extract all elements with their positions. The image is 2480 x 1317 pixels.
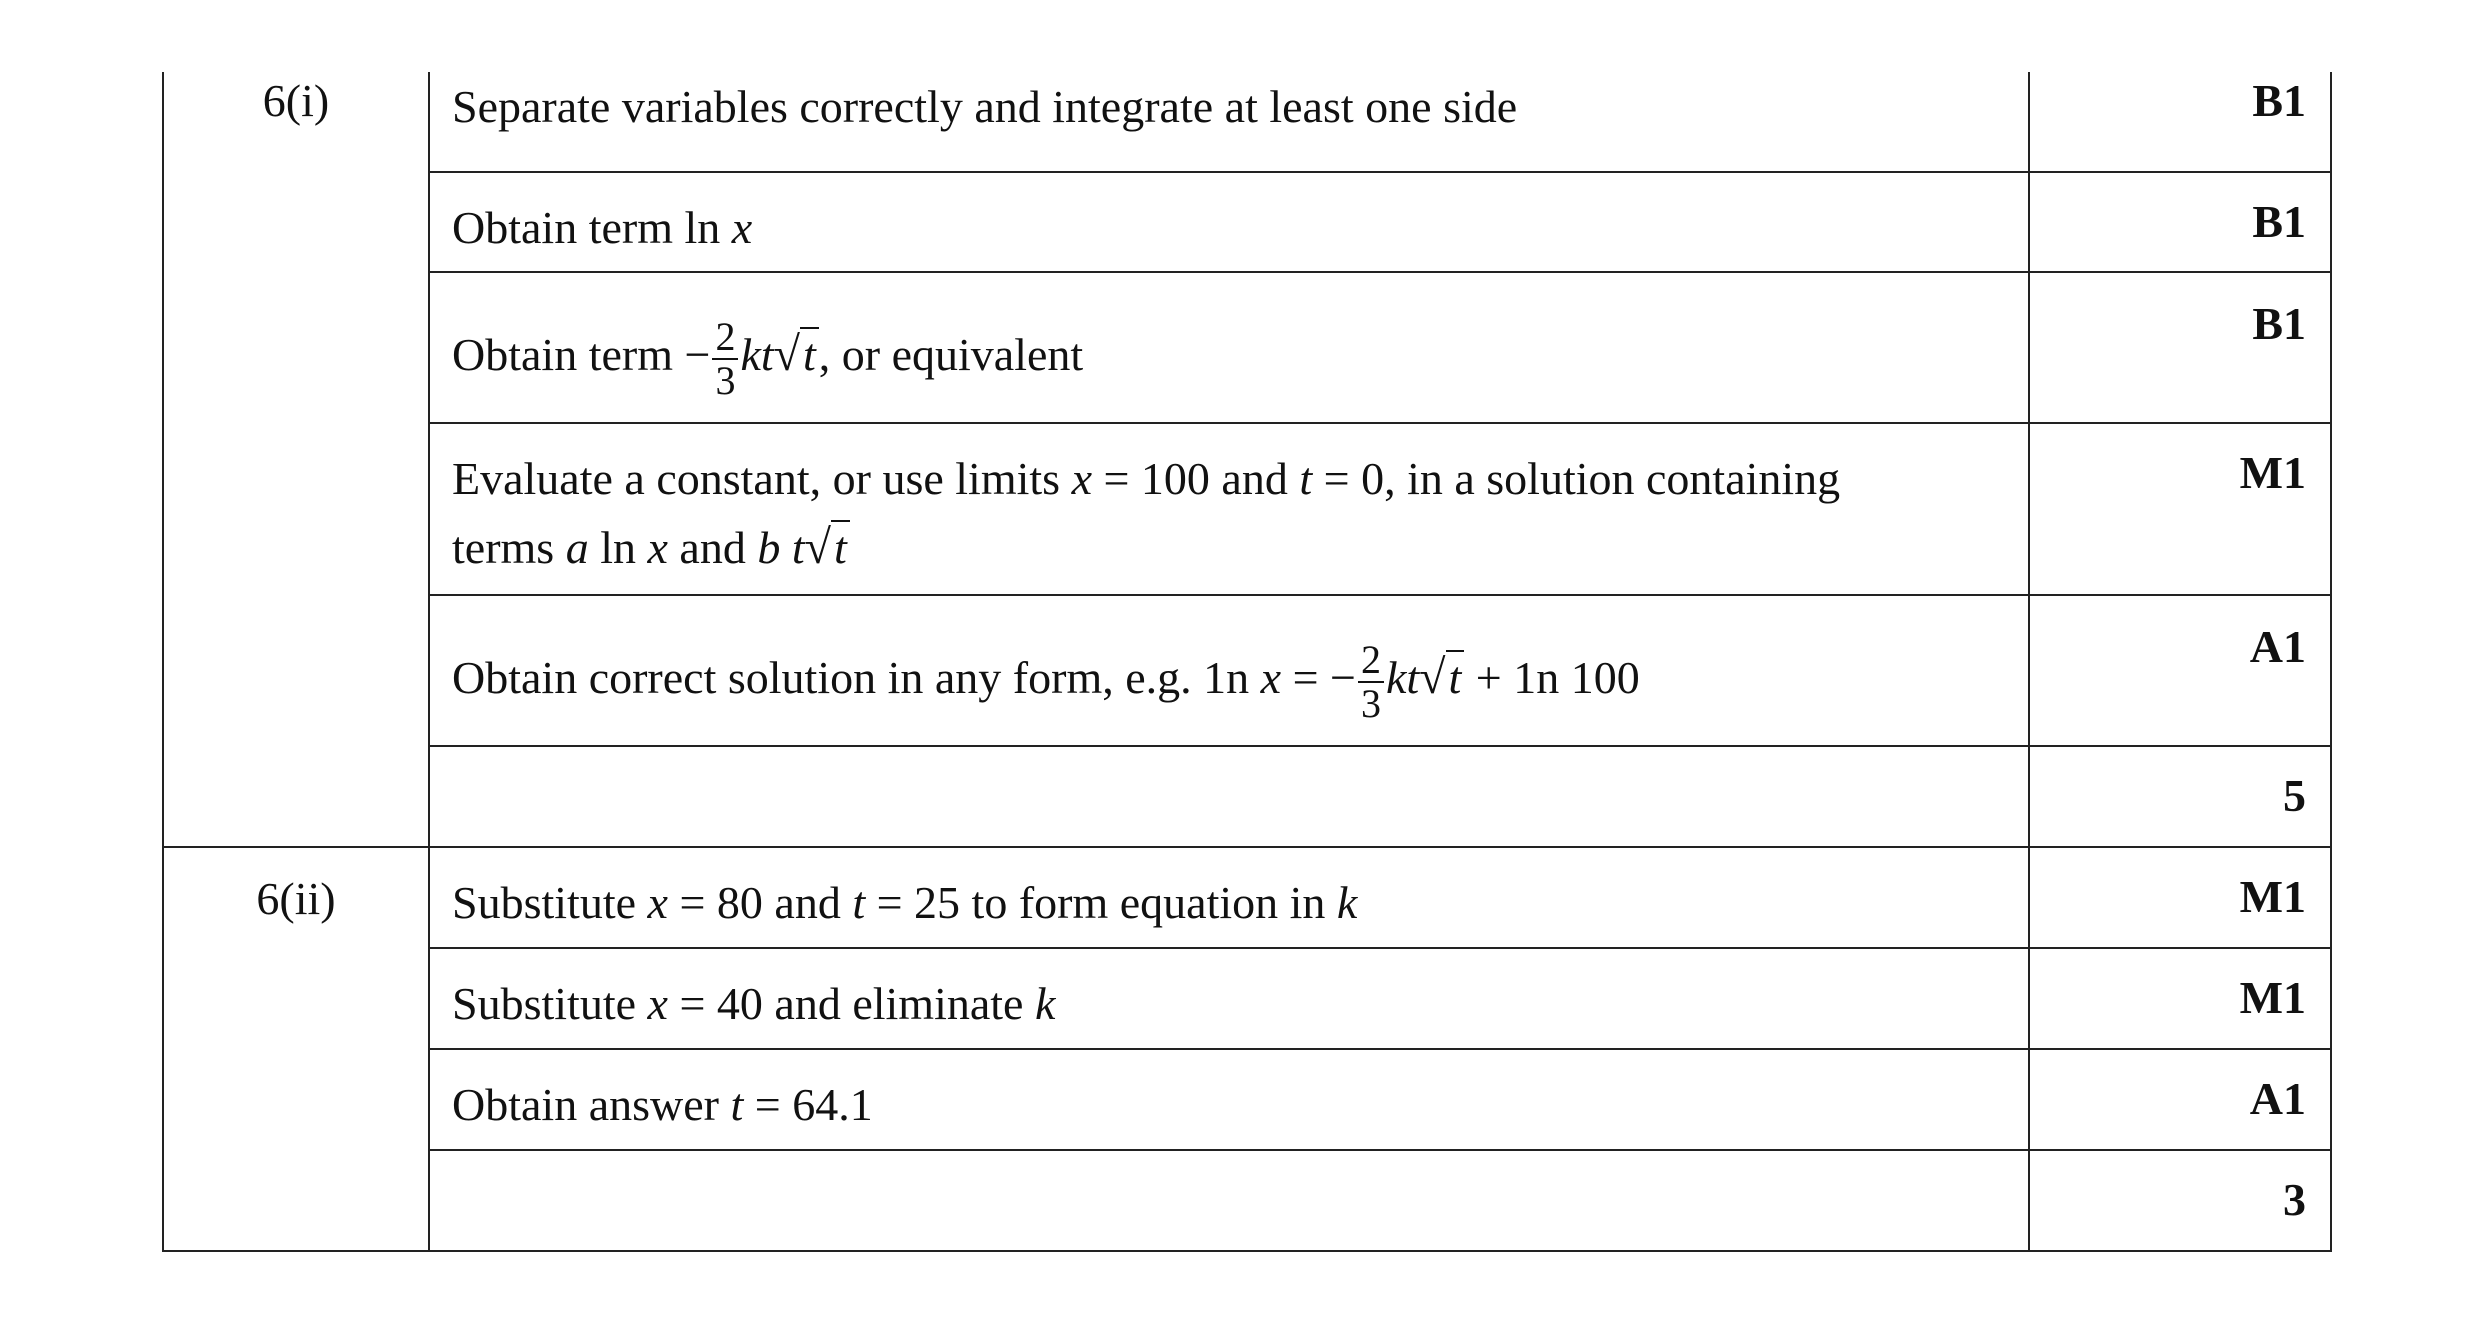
table-row (163, 172, 2331, 272)
fraction: $\frac{2}{3}$ (1358, 640, 1384, 724)
square-root: √t (1419, 643, 1464, 713)
table-row (163, 272, 2331, 423)
guidance-cell (429, 272, 2029, 423)
question-number: 6(i) (163, 72, 429, 847)
mark-cell: B1 (2029, 272, 2331, 423)
mark-cell: B1 (2029, 72, 2331, 172)
total-mark-cell: 3 (2029, 1150, 2331, 1251)
guidance-cell: Obtain term ln x (429, 172, 2029, 272)
guidance-cell (429, 423, 2029, 595)
guidance-cell: Obtain answer t = 64.1 (429, 1049, 2029, 1150)
table-row (163, 847, 2331, 948)
mark-cell: B1 (2029, 172, 2331, 272)
question-number: 6(ii) (163, 847, 429, 1251)
mark-scheme-table (162, 72, 2332, 1252)
table-row (163, 1049, 2331, 1150)
guidance-cell (429, 595, 2029, 746)
mark-cell: M1 (2029, 423, 2331, 595)
guidance-cell: Substitute x = 40 and eliminate k (429, 948, 2029, 1049)
fraction: $\frac{2}{3}$ (712, 317, 738, 401)
guidance-cell-empty (429, 746, 2029, 847)
mark-cell: M1 (2029, 847, 2331, 948)
table-row (163, 948, 2331, 1049)
square-root: √t (774, 320, 819, 390)
guidance-line: Evaluate a constant, or use limits x = 100 and t = 0, in a solution containing (452, 453, 1841, 504)
total-mark-cell: 5 (2029, 746, 2331, 847)
table-row (163, 1150, 2331, 1251)
table-row (163, 595, 2331, 746)
table-row (163, 72, 2331, 172)
math-expression: Obtain correct solution in any form, e.g. 1n x = − $\frac{2}{3}$ kt√t + 1n 100 (452, 637, 1640, 726)
table-row (163, 746, 2331, 847)
mark-cell: A1 (2029, 1049, 2331, 1150)
guidance-line: terms a ln x and b t√t (452, 513, 2006, 583)
guidance-cell: Separate variables correctly and integrate at least one side (429, 72, 2029, 172)
mark-cell: A1 (2029, 595, 2331, 746)
math-expression: Obtain term − $\frac{2}{3}$ kt√t, or equivalent (452, 314, 1084, 403)
square-root: √t (805, 513, 850, 583)
mark-cell: M1 (2029, 948, 2331, 1049)
guidance-cell-empty (429, 1150, 2029, 1251)
guidance-cell: Substitute x = 80 and t = 25 to form equation in k (429, 847, 2029, 948)
table-row (163, 423, 2331, 595)
